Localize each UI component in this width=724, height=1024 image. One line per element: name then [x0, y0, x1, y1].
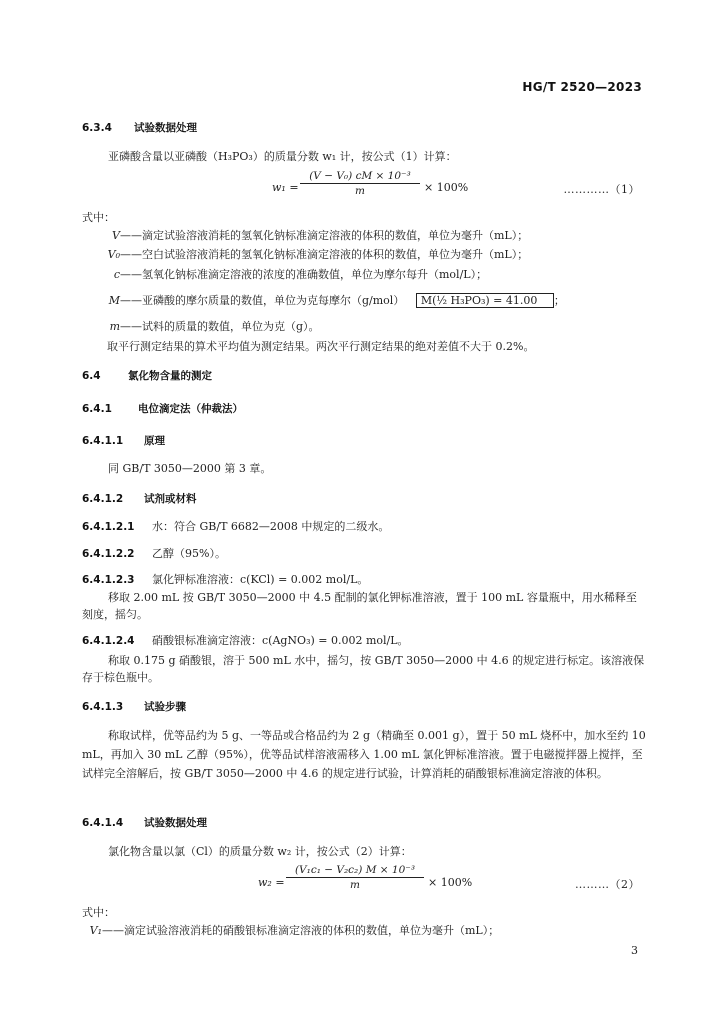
where-label-2: 式中：: [82, 906, 115, 919]
fraction-bar: [286, 877, 424, 878]
page-number: 3: [631, 944, 638, 957]
item-number: 6.4.1.2.2: [82, 548, 135, 560]
formula2-tail: × 100%: [428, 876, 473, 889]
item-text: 氯化钾标准溶液：c(KCl) = 0.002 mol/L。: [152, 573, 369, 586]
symbol: V₁: [89, 924, 102, 937]
definition-m: [100, 320, 320, 334]
section-number: 6.4.1.3: [82, 701, 124, 713]
formula2-lhs: w₂ =: [258, 876, 285, 889]
item-number: 6.4.1.2.1: [82, 521, 135, 533]
definition-V1: [82, 924, 499, 938]
standard-number: HG/T 2520—2023: [522, 80, 642, 94]
formula1-fraction: [300, 170, 420, 197]
section-heading-6-4-1-1: [82, 434, 165, 448]
section-number: 6.4: [82, 370, 101, 382]
item-text: 水：符合 GB/T 6682—2008 中规定的二级水。: [152, 520, 390, 533]
section-title: 试验数据处理: [144, 817, 207, 829]
section-number: 6.3.4: [82, 122, 112, 134]
section-title: 试剂或材料: [144, 493, 197, 505]
molar-mass-close: [541, 293, 554, 308]
item-number: 6.4.1.2.4: [82, 635, 135, 647]
symbol: V: [112, 229, 120, 242]
formula2-intro: 氯化物含量以氯（Cl）的质量分数 w₂ 计，按公式（2）计算：: [108, 845, 412, 858]
section-heading-6-4-1: [82, 402, 243, 416]
result-statement: 取平行测定结果的算术平均值为测定结果。两次平行测定结果的绝对差值不大于 0.2%。: [107, 340, 535, 353]
item-text: 硝酸银标准滴定溶液：c(AgNO₃) = 0.002 mol/L。: [152, 634, 409, 647]
definition-text: ——氢氧化钠标准滴定溶液的浓度的准确数值，单位为摩尔每升（mol/L）；: [120, 268, 488, 281]
agno3-preparation: 称取 0.175 g 硝酸银，溶于 500 mL 水中，摇匀，按 GB/T 3050—2000 中 4.6 的规定进行标定。该溶液保存于棕色瓶中。: [82, 654, 645, 684]
formula1-lhs: w₁ =: [272, 181, 299, 194]
section-number: 6.4.1.4: [82, 817, 124, 829]
definition-text: ——亚磷酸的摩尔质量的数值，单位为克每摩尔（g/mol）: [120, 294, 405, 307]
section-heading-6-4-1-4: [82, 816, 207, 830]
item-number: 6.4.1.2.3: [82, 574, 135, 586]
definition-text: ——滴定试验溶液消耗的氢氧化钠标准滴定溶液的体积的数值，单位为毫升（mL）；: [120, 229, 529, 242]
definition-text: ——试料的质量的数值，单位为克（g）。: [120, 320, 320, 333]
section-number: 6.4.1.1: [82, 435, 124, 447]
section-title: 氯化物含量的测定: [128, 370, 212, 382]
symbol: M: [108, 294, 120, 307]
section-heading-6-4-1-3: [82, 700, 186, 714]
item-text: 乙醇（95%）。: [152, 547, 226, 560]
equation-number-1: …………（1）: [563, 183, 640, 196]
item-6-4-1-2-1: [82, 520, 389, 534]
symbol: m: [109, 320, 120, 333]
item-6-4-1-2-4: [82, 634, 409, 648]
molar-mass-value: M(½ H₃PO₃) = 41.00: [416, 293, 542, 308]
definition-text: ——滴定试验溶液消耗的硝酸银标准滴定溶液的体积的数值，单位为毫升（mL）；: [102, 924, 500, 937]
formula1-numerator: (V − V₀) cM × 10⁻³: [309, 170, 411, 182]
section-number: 6.4.1: [82, 403, 112, 415]
definition-M: [100, 294, 565, 308]
section-heading-6-4-1-2: [82, 492, 197, 506]
item-6-4-1-2-3: [82, 573, 368, 587]
section-heading-6-4: [82, 369, 212, 383]
definition-c: [100, 268, 487, 282]
section-title: 电位滴定法（仲裁法）: [138, 403, 243, 415]
formula1-denominator: m: [355, 185, 365, 197]
symbol: c: [113, 268, 120, 281]
where-label: 式中：: [82, 211, 115, 224]
kcl-preparation: 移取 2.00 mL 按 GB/T 3050—2000 中 4.5 配制的氯化钾标准溶液，置于 100 mL 容量瓶中，用水稀释至刻度，摇匀。: [82, 591, 637, 621]
fraction-bar: [300, 183, 420, 184]
section-heading-6-3-4: [82, 121, 197, 135]
symbol: V₀: [107, 248, 120, 261]
definition-text: ——空白试验溶液消耗的氢氧化钠标准滴定溶液的体积的数值，单位为毫升（mL）；: [120, 248, 529, 261]
procedure-text: 称取试样，优等品约为 5 g、一等品或合格品约为 2 g（精确至 0.001 g），置于 50 mL 烧杯中，加水至约 10 mL，再加入 30 mL 乙醇（95%），优等品试样溶液需移入 1.00 mL 氯化钾标准溶液。置于电磁搅拌器上搅拌，至试样完全溶解后，按 GB/T 3050—2000 中 4.6 的规定进行试验，计算消耗的硝酸银标准滴定溶液的体积。: [82, 729, 646, 780]
section-title: 试验步骤: [144, 701, 186, 713]
section-title: 试验数据处理: [134, 122, 197, 134]
formula1-tail: × 100%: [424, 181, 469, 194]
equation-number-2: ………（2）: [575, 878, 640, 891]
section-number: 6.4.1.2: [82, 493, 124, 505]
formula2-fraction: [286, 864, 424, 891]
principle-text: 同 GB/T 3050—2000 第 3 章。: [108, 462, 272, 475]
molar-mass-tail: ；: [553, 294, 565, 307]
formula2-numerator: (V₁c₁ − V₂c₂) M × 10⁻³: [294, 864, 416, 876]
formula2-denominator: m: [350, 879, 360, 891]
formula1-intro: 亚磷酸含量以亚磷酸（H₃PO₃）的质量分数 w₁ 计，按公式（1）计算：: [108, 150, 457, 163]
item-6-4-1-2-2: [82, 547, 226, 561]
definition-V0: [100, 248, 528, 262]
definition-V: [100, 229, 528, 243]
section-title: 原理: [144, 435, 165, 447]
